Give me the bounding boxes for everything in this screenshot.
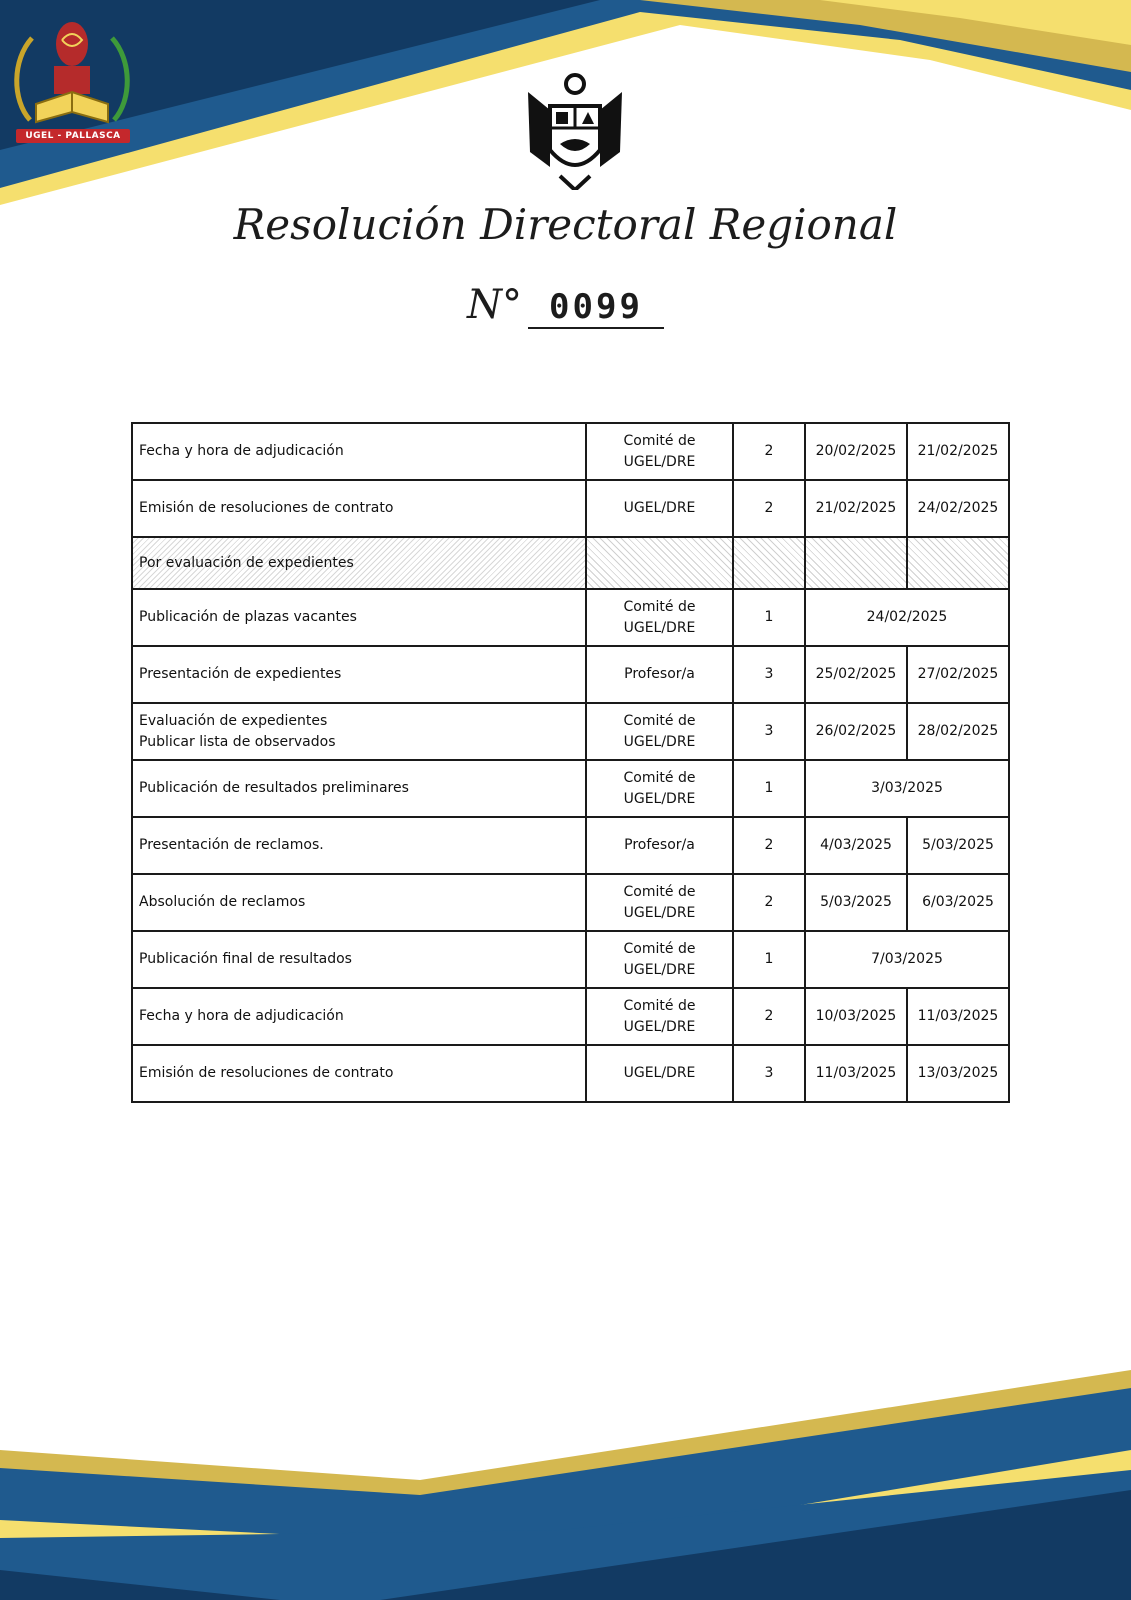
table-row [132, 589, 1009, 646]
table-row [132, 1045, 1009, 1102]
activity-line: Evaluación de expedientes [139, 713, 328, 730]
bottom-decorative-band [0, 1370, 1131, 1600]
activity-cell [132, 703, 586, 760]
empty-cell [733, 537, 805, 589]
table-row [132, 931, 1009, 988]
start-date-cell: 20/02/2025 [805, 423, 907, 480]
responsible-cell: Comité de UGEL/DRE [586, 874, 733, 931]
end-date-cell: 24/02/2025 [907, 480, 1009, 537]
days-cell: 1 [733, 931, 805, 988]
responsible-cell: UGEL/DRE [586, 480, 733, 537]
table-row [132, 874, 1009, 931]
table-row [132, 646, 1009, 703]
activity-cell: Emisión de resoluciones de contrato [132, 1045, 586, 1102]
end-date-cell: 27/02/2025 [907, 646, 1009, 703]
responsible-cell: Comité de UGEL/DRE [586, 760, 733, 817]
activity-line: Publicar lista de observados [139, 733, 336, 750]
activity-cell: Publicación de resultados preliminares [132, 760, 586, 817]
ugel-logo-banner: UGEL - PALLASCA [16, 129, 130, 143]
activity-cell: Publicación de plazas vacantes [132, 589, 586, 646]
document-title: Resolución Directoral Regional [233, 200, 898, 249]
activity-cell: Presentación de reclamos. [132, 817, 586, 874]
empty-cell [907, 537, 1009, 589]
schedule-table [131, 422, 1010, 1103]
table-row [132, 480, 1009, 537]
responsible-cell: Comité de UGEL/DRE [586, 931, 733, 988]
date-cell: 24/02/2025 [805, 589, 1009, 646]
empty-cell [586, 537, 733, 589]
activity-cell: Absolución de reclamos [132, 874, 586, 931]
empty-cell [805, 537, 907, 589]
activity-cell: Fecha y hora de adjudicación [132, 423, 586, 480]
end-date-cell: 11/03/2025 [907, 988, 1009, 1045]
end-date-cell: 6/03/2025 [907, 874, 1009, 931]
end-date-cell: 5/03/2025 [907, 817, 1009, 874]
number-prefix: N° [467, 282, 522, 328]
responsible-cell: Comité de UGEL/DRE [586, 988, 733, 1045]
start-date-cell: 25/02/2025 [805, 646, 907, 703]
section-title-cell: Por evaluación de expedientes [132, 537, 586, 589]
coat-of-arms-emblem [520, 72, 630, 190]
days-cell: 3 [733, 703, 805, 760]
start-date-cell: 26/02/2025 [805, 703, 907, 760]
responsible-cell: Comité de UGEL/DRE [586, 589, 733, 646]
document-number [0, 282, 1131, 329]
end-date-cell: 21/02/2025 [907, 423, 1009, 480]
responsible-cell: Profesor/a [586, 817, 733, 874]
responsible-cell: Comité de UGEL/DRE [586, 703, 733, 760]
activity-cell: Publicación final de resultados [132, 931, 586, 988]
activity-cell: Emisión de resoluciones de contrato [132, 480, 586, 537]
table-row [132, 760, 1009, 817]
responsible-cell: Profesor/a [586, 646, 733, 703]
days-cell: 3 [733, 1045, 805, 1102]
table-row [132, 703, 1009, 760]
start-date-cell: 21/02/2025 [805, 480, 907, 537]
start-date-cell: 11/03/2025 [805, 1045, 907, 1102]
start-date-cell: 5/03/2025 [805, 874, 907, 931]
days-cell: 2 [733, 817, 805, 874]
responsible-cell: Comité de UGEL/DRE [586, 423, 733, 480]
days-cell: 3 [733, 646, 805, 703]
date-cell: 7/03/2025 [805, 931, 1009, 988]
section-row [132, 537, 1009, 589]
responsible-cell: UGEL/DRE [586, 1045, 733, 1102]
days-cell: 2 [733, 874, 805, 931]
table-row [132, 423, 1009, 480]
number-value: 0099 [528, 287, 664, 329]
table-row [132, 817, 1009, 874]
table-row [132, 988, 1009, 1045]
days-cell: 1 [733, 760, 805, 817]
start-date-cell: 4/03/2025 [805, 817, 907, 874]
end-date-cell: 13/03/2025 [907, 1045, 1009, 1102]
end-date-cell: 28/02/2025 [907, 703, 1009, 760]
days-cell: 2 [733, 480, 805, 537]
start-date-cell: 10/03/2025 [805, 988, 907, 1045]
days-cell: 2 [733, 423, 805, 480]
days-cell: 2 [733, 988, 805, 1045]
activity-cell: Presentación de expedientes [132, 646, 586, 703]
date-cell: 3/03/2025 [805, 760, 1009, 817]
days-cell: 1 [733, 589, 805, 646]
activity-cell: Fecha y hora de adjudicación [132, 988, 586, 1045]
